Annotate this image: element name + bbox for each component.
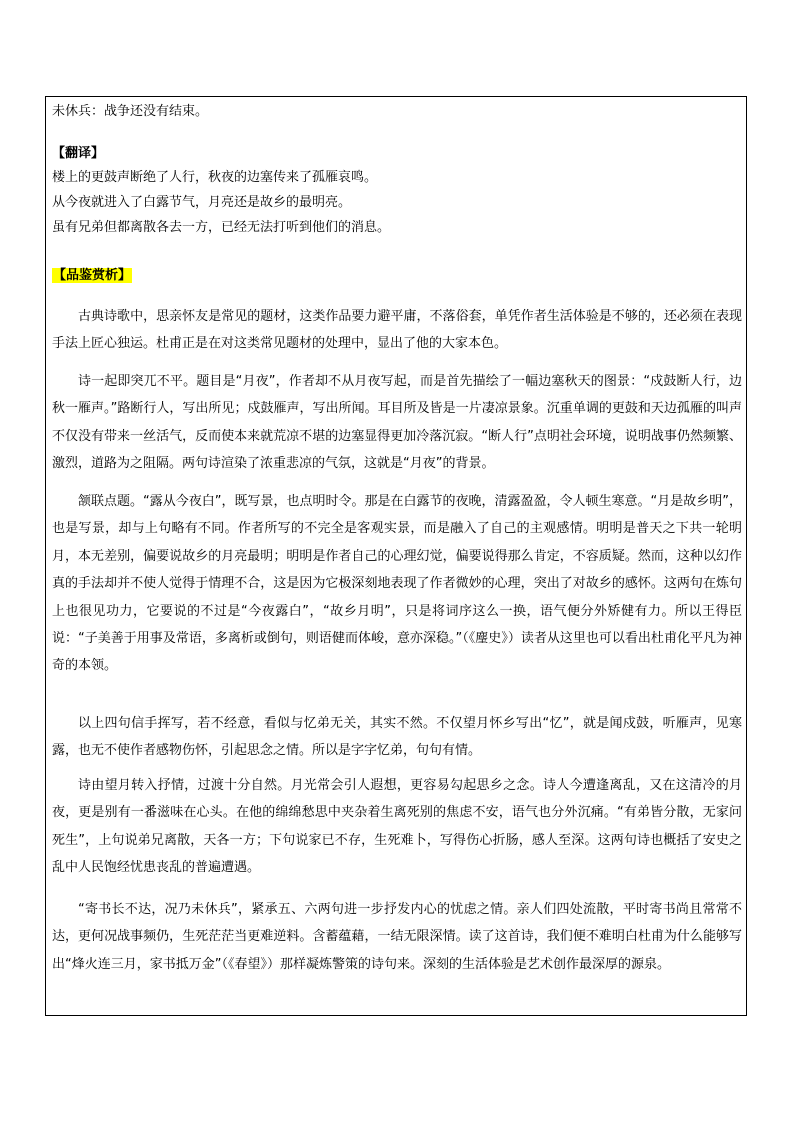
translation-line-3: 虽有兄弟但都离散各去一方，已经无法打听到他们的消息。 — [52, 220, 391, 235]
appreciation-heading-wrap — [52, 266, 132, 286]
note-line: 未休兵：战争还没有结束。 — [52, 104, 209, 119]
paragraph: “寄书长不达，况乃未休兵”，紧承五、六两句进一步抒发内心的忧虑之情。亲人们四处流散，平时寄书尚且常常不达，更何况战事频仍，生死茫茫当更难逆料。含蓄蕴藉，一结无限深情。读了这首诗，我们便不难明白杜甫为什么能够写出“烽火连三月，家书抵万金”（《春望》）那样凝炼警策的诗句来。深刻的生活体验是艺术创作最深厚的源泉。 — [52, 902, 742, 972]
appreciation-heading: 【品鉴赏析】 — [53, 268, 132, 283]
translation-line-1: 楼上的更鼓声断绝了人行，秋夜的边塞传来了孤雁哀鸣。 — [52, 170, 378, 185]
paragraph: 诗一起即突兀不平。题目是“月夜”，作者却不从月夜写起，而是首先描绘了一幅边塞秋天的图景：“戍鼓断人行，边秋一雁声。”路断行人，写出所见；戍鼓雁声，写出所闻。耳目所及皆是一片凄凉景象。沉重单调的更鼓和天边孤雁的叫声不仅没有带来一丝活气，反而使本来就荒凉不堪的边塞显得更加冷落沉寂。“断人行”点明社会环境，说明战事仍然频繁、激烈，道路为之阻隔。两句诗渲染了浓重悲凉的气氛，这就是“月夜”的背景。 — [52, 374, 742, 472]
paragraph: 以上四句信手挥写，若不经意，看似与忆弟无关，其实不然。不仅望月怀乡写出“忆”，就是闻戍鼓，听雁声，见寒露，也无不使作者感物伤怀，引起思念之情。所以是字字忆弟，句句有情。 — [52, 716, 742, 759]
translation-heading: 【翻译】 — [52, 146, 105, 161]
paragraph: 古典诗歌中，思亲怀友是常见的题材，这类作品要力避平庸，不落俗套，单凭作者生活体验是不够的，还必须在表现手法上匠心独运。杜甫正是在对这类常见题材的处理中，显出了他的大家本色。 — [52, 309, 742, 352]
paragraph: 颔联点题。“露从今夜白”，既写景，也点明时令。那是在白露节的夜晚，清露盈盈，令人顿生寒意。“月是故乡明”，也是写景，却与上句略有不同。作者所写的不完全是客观实景，而是融入了自己的主观感情。明明是普天之下共一轮明月，本无差别，偏要说故乡的月亮最明；明明是作者自己的心理幻觉，偏要说得那么肯定，不容质疑。然而，这种以幻作真的手法却并不使人觉得于情理不合，这是因为它极深刻地表现了作者微妙的心理，突出了对故乡的感怀。这两句在炼句上也很见功力，它要说的不过是“今夜露白”，“故乡月明”，只是将词序这么一换，语气便分外矫健有力。所以王得臣说：“子美善于用事及常语，多离析或倒句，则语健而体峻，意亦深稳。”（《麈史》）读者从这里也可以看出杜甫化平凡为神奇的本领。 — [52, 494, 742, 674]
paragraph: 诗由望月转入抒情，过渡十分自然。月光常会引人遐想，更容易勾起思乡之念。诗人今遭逢离乱，又在这清冷的月夜，更是别有一番滋味在心头。在他的绵绵愁思中夹杂着生离死别的焦虑不安，语气也分外沉痛。“有弟皆分散，无家问死生”，上句说弟兄离散，天各一方；下句说家已不存，生死难卜，写得伤心折肠，感人至深。这两句诗也概括了安史之乱中人民饱经忧患丧乱的普遍遭遇。 — [52, 778, 742, 876]
translation-line-2: 从今夜就进入了白露节气，月亮还是故乡的最明亮。 — [52, 195, 352, 210]
